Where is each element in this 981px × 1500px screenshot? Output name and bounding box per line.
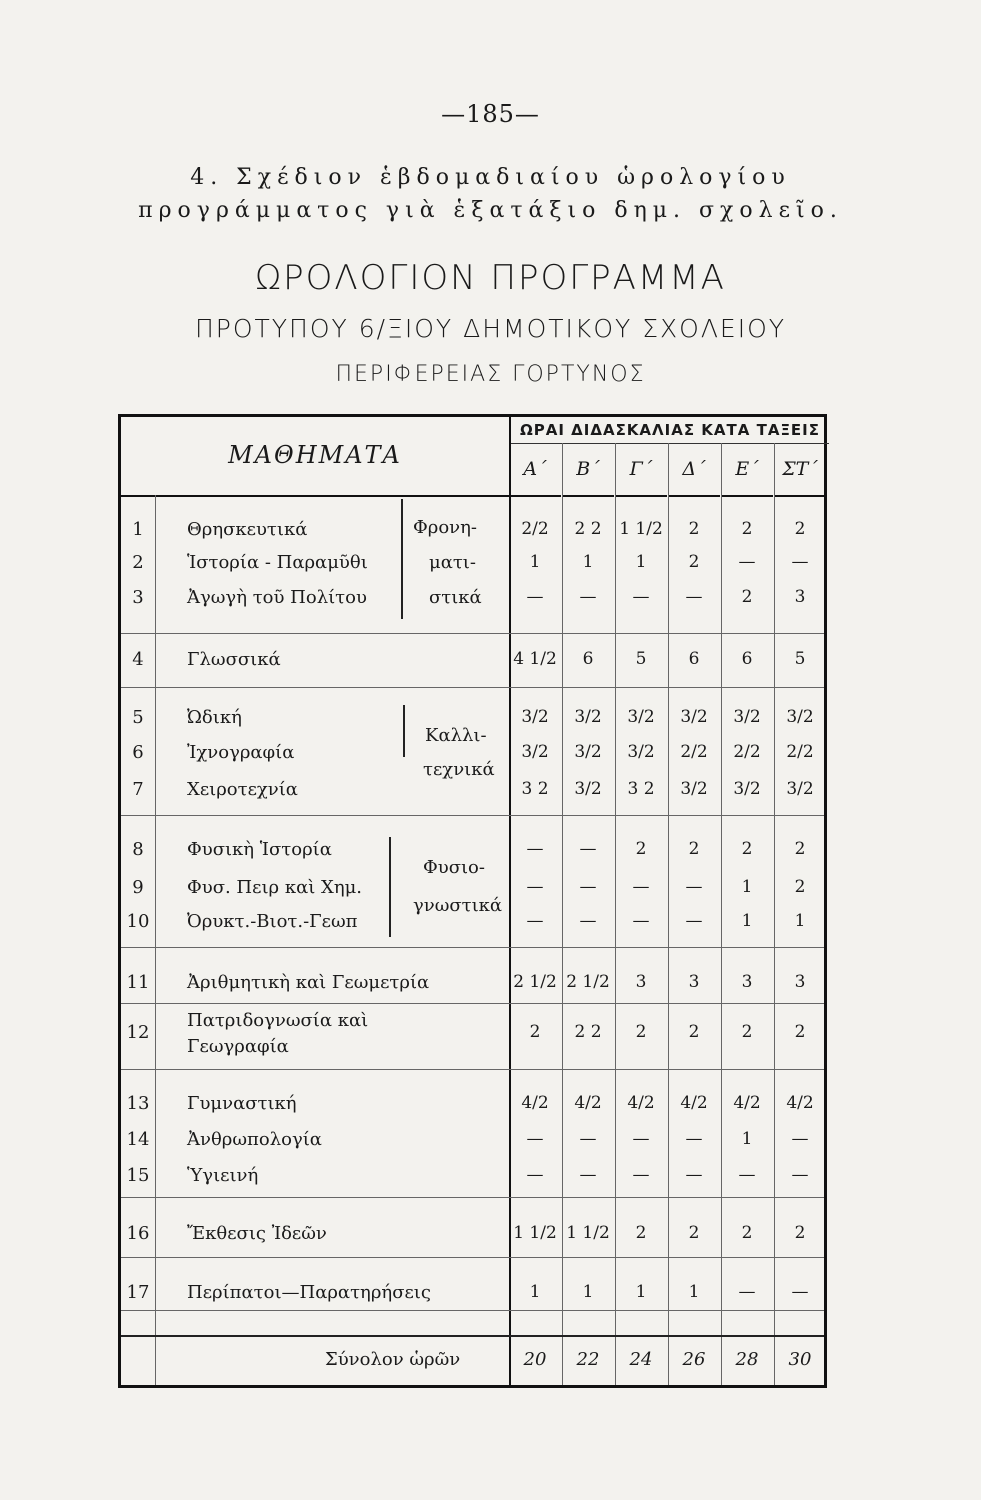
hours-cell: 3/2 <box>733 707 761 727</box>
hours-cell: 2 <box>688 552 700 572</box>
row-number: 10 <box>126 911 150 932</box>
subject-name: Ἱστορία - Παραμῦθι <box>187 552 368 573</box>
hours-cell: 3/2 <box>627 742 655 762</box>
hours-cell: — <box>579 1165 597 1185</box>
hours-cell: 6 <box>741 649 753 669</box>
hours-cell: 2 <box>688 519 700 539</box>
hours-cell: — <box>791 1165 809 1185</box>
hours-cell: 2/2 <box>521 519 549 539</box>
hours-header: ΩΡΑΙ ΔΙΔΑΣΚΑΛΙΑΣ ΚΑΤΑ ΤΑΞΕΙΣ <box>509 417 829 444</box>
subject-name: Φυσ. Πειρ καὶ Χημ. <box>187 877 363 898</box>
hours-cell: 2/2 <box>786 742 814 762</box>
group-label-fronimatistika: Φρονη- <box>413 517 477 538</box>
group-label-kallitexnika: Καλλι- <box>425 725 487 746</box>
row-number: 4 <box>132 649 144 670</box>
hours-cell: 2 <box>741 839 753 859</box>
hours-cell: 3 <box>794 972 806 992</box>
hours-cell: 1 <box>529 552 541 572</box>
hours-cell: 2 <box>741 1223 753 1243</box>
total-cell: 24 <box>629 1349 653 1370</box>
hours-cell: 1 <box>582 1282 594 1302</box>
hours-cell: 2 <box>741 519 753 539</box>
hours-cell: 4/2 <box>733 1093 761 1113</box>
hours-cell: — <box>738 1282 756 1302</box>
row-number: 5 <box>132 707 144 728</box>
grade-header: Δ΄ <box>668 443 720 497</box>
hours-cell: 2 <box>635 1223 647 1243</box>
hours-cell: — <box>791 1282 809 1302</box>
hours-cell: — <box>526 839 544 859</box>
hours-cell: 3/2 <box>786 707 814 727</box>
hours-cell: 2 <box>794 1022 806 1042</box>
hours-cell: 1 <box>529 1282 541 1302</box>
group-label-kallitexnika: τεχνικά <box>423 759 495 780</box>
hours-cell: — <box>632 587 650 607</box>
row-divider <box>121 633 824 634</box>
hours-cell: 3 2 <box>521 779 549 799</box>
row-number: 16 <box>126 1223 150 1244</box>
hours-cell: 1 1/2 <box>513 1223 557 1243</box>
hours-cell: 1 <box>582 552 594 572</box>
hours-cell: 2 2 <box>574 519 602 539</box>
grade-header: Γ΄ <box>615 443 667 497</box>
hours-cell: — <box>526 1165 544 1185</box>
hours-cell: — <box>579 877 597 897</box>
hours-cell: — <box>738 552 756 572</box>
hours-cell: 3/2 <box>733 779 761 799</box>
hours-cell: — <box>738 1165 756 1185</box>
subject-name: Γυμναστική <box>187 1093 297 1114</box>
hours-cell: 3 2 <box>627 779 655 799</box>
row-number: 15 <box>126 1165 150 1186</box>
subject-name: Ἀγωγὴ τοῦ Πολίτου <box>187 587 367 608</box>
total-cell: 30 <box>788 1349 812 1370</box>
total-label: Σύνολον ὡρῶν <box>325 1349 461 1370</box>
hours-cell: 3/2 <box>680 779 708 799</box>
hours-cell: — <box>685 877 703 897</box>
grade-header: Β΄ <box>562 443 614 497</box>
hours-cell: — <box>579 1129 597 1149</box>
subject-name: Πατριδογνωσία καὶ <box>187 1010 369 1031</box>
hours-cell: 2 <box>794 839 806 859</box>
hours-cell: — <box>632 1129 650 1149</box>
hours-cell: 2 <box>794 519 806 539</box>
group-label-fysiognostika: Φυσιο- <box>423 857 485 878</box>
row-number: 12 <box>126 1022 150 1043</box>
hours-cell: 2 <box>688 1223 700 1243</box>
group-label-fysiognostika: γνωστικά <box>413 895 503 916</box>
subject-name: Ὠδική <box>187 707 242 728</box>
row-divider <box>121 1197 824 1198</box>
subject-name: Χειροτεχνία <box>187 779 298 800</box>
hours-cell: 2 <box>635 839 647 859</box>
hours-cell: — <box>579 911 597 931</box>
total-cell: 22 <box>576 1349 600 1370</box>
heading-line-2: προγράμματος γιὰ ἑξατάξιο δημ. σχολεῖο. <box>138 198 843 223</box>
hours-cell: 3/2 <box>574 742 602 762</box>
number-column-divider <box>155 495 156 1385</box>
hours-cell: 6 <box>688 649 700 669</box>
row-number: 9 <box>132 877 144 898</box>
hours-cell: 3 <box>741 972 753 992</box>
hours-cell: 2 <box>794 1223 806 1243</box>
row-divider <box>121 1257 824 1258</box>
hours-cell: 3/2 <box>574 707 602 727</box>
hours-cell: 2 <box>741 1022 753 1042</box>
hours-cell: 2 2 <box>574 1022 602 1042</box>
hours-cell: 3 <box>688 972 700 992</box>
hours-cell: — <box>791 1129 809 1149</box>
hours-cell: 4 1/2 <box>513 649 557 669</box>
hours-cell: 1 <box>635 1282 647 1302</box>
row-divider <box>121 1069 824 1070</box>
hours-cell: 1 <box>635 552 647 572</box>
hours-cell: 4/2 <box>786 1093 814 1113</box>
subject-name: Περίπατοι—Παρατηρήσεις <box>187 1282 431 1303</box>
hours-cell: 2 <box>688 1022 700 1042</box>
hours-cell: 3 <box>794 587 806 607</box>
subject-name: Θρησκευτικά <box>187 519 308 540</box>
hours-cell: 1 <box>794 911 806 931</box>
hours-cell: 4/2 <box>574 1093 602 1113</box>
hours-cell: — <box>685 587 703 607</box>
hours-cell: 1 <box>741 911 753 931</box>
subject-name: Ἀνθρωπολογία <box>187 1129 322 1150</box>
row-divider <box>121 815 824 816</box>
subject-name: Ὀρυκτ.-Βιοτ.-Γεωπ <box>187 911 358 932</box>
subject-name-line2: Γεωγραφία <box>187 1036 289 1057</box>
grade-header: Α΄ <box>509 443 561 497</box>
row-number: 2 <box>132 552 144 573</box>
hours-cell: 3/2 <box>574 779 602 799</box>
row-number: 14 <box>126 1129 150 1150</box>
grade-header: Ε΄ <box>721 443 773 497</box>
hours-cell: 1 1/2 <box>619 519 663 539</box>
hours-cell: 2 <box>794 877 806 897</box>
total-cell: 28 <box>735 1349 759 1370</box>
hours-cell: — <box>632 1165 650 1185</box>
hours-cell: 5 <box>635 649 647 669</box>
hours-cell: 3/2 <box>786 779 814 799</box>
subject-name: Ὑγιεινή <box>187 1165 259 1186</box>
school-subtitle: ΠΡΟΤΥΠΟΥ 6/ΞΙΟΥ ΔΗΜΟΤΙΚΟΥ ΣΧΟΛΕΙΟΥ <box>194 314 787 343</box>
hours-cell: 5 <box>794 649 806 669</box>
subject-name: Γλωσσικά <box>187 649 281 670</box>
hours-cell: — <box>579 587 597 607</box>
hours-cell: — <box>685 1129 703 1149</box>
row-number: 11 <box>126 972 150 993</box>
hours-cell: — <box>526 911 544 931</box>
row-number: 17 <box>126 1282 150 1303</box>
subjects-header: ΜΑΘΗΜΑΤΑ <box>121 417 509 497</box>
hours-cell: 2 <box>741 587 753 607</box>
hours-cell: 3/2 <box>521 742 549 762</box>
total-cell: 20 <box>523 1349 547 1370</box>
subject-name: Φυσικὴ Ἱστορία <box>187 839 332 860</box>
hours-cell: 3 <box>635 972 647 992</box>
hours-cell: 1 1/2 <box>566 1223 610 1243</box>
hours-cell: 2 <box>635 1022 647 1042</box>
row-number: 3 <box>132 587 144 608</box>
hours-cell: — <box>526 1129 544 1149</box>
hours-cell: 1 <box>688 1282 700 1302</box>
row-number: 1 <box>132 519 144 540</box>
hours-cell: — <box>526 587 544 607</box>
hours-cell: 2 <box>688 839 700 859</box>
hours-cell: 2 1/2 <box>513 972 557 992</box>
row-number: 13 <box>126 1093 150 1114</box>
hours-cell: 2 1/2 <box>566 972 610 992</box>
hours-cell: — <box>632 877 650 897</box>
hours-cell: 3/2 <box>680 707 708 727</box>
row-divider <box>121 1310 824 1311</box>
hours-cell: 2 <box>529 1022 541 1042</box>
row-number: 8 <box>132 839 144 860</box>
grade-header: ΣΤ΄ <box>774 443 826 497</box>
hours-cell: — <box>685 911 703 931</box>
hours-cell: 4/2 <box>680 1093 708 1113</box>
row-number: 6 <box>132 742 144 763</box>
page-number: —185— <box>441 100 540 128</box>
subject-name: Ἔκθεσις Ἰδεῶν <box>187 1223 327 1244</box>
timetable <box>118 414 827 1388</box>
hours-cell: 4/2 <box>521 1093 549 1113</box>
hours-cell: 6 <box>582 649 594 669</box>
group-brace <box>403 705 405 757</box>
hours-cell: 4/2 <box>627 1093 655 1113</box>
hours-cell: 2/2 <box>680 742 708 762</box>
group-brace <box>401 499 403 619</box>
hours-cell: 2/2 <box>733 742 761 762</box>
row-divider <box>121 687 824 688</box>
hours-cell: — <box>579 839 597 859</box>
hours-cell: 1 <box>741 877 753 897</box>
totals-divider <box>121 1335 824 1337</box>
document-title: ΩΡΟΛΟΓΙΟΝ ΠΡΟΓΡΑΜΜΑ <box>255 258 726 298</box>
hours-cell: 3/2 <box>521 707 549 727</box>
row-divider <box>121 947 824 948</box>
row-divider <box>121 1003 824 1004</box>
subject-name: Ἀριθμητικὴ καὶ Γεωμετρία <box>187 972 430 993</box>
hours-cell: — <box>791 552 809 572</box>
hours-cell: — <box>685 1165 703 1185</box>
group-label-fronimatistika: στικά <box>429 587 482 608</box>
row-number: 7 <box>132 779 144 800</box>
group-label-fronimatistika: ματι- <box>429 552 476 573</box>
subject-name: Ἰχνογραφία <box>187 742 295 763</box>
total-cell: 26 <box>682 1349 706 1370</box>
region-subtitle: ΠΕΡΙΦΕΡΕΙΑΣ ΓΟΡΤΥΝΟΣ <box>335 362 646 387</box>
heading-line-1: 4. Σχέδιον ἑβδομαδιαίου ὡρολογίου <box>190 165 791 190</box>
hours-cell: 1 <box>741 1129 753 1149</box>
group-brace <box>389 837 391 937</box>
hours-cell: — <box>526 877 544 897</box>
hours-cell: 3/2 <box>627 707 655 727</box>
hours-cell: — <box>632 911 650 931</box>
